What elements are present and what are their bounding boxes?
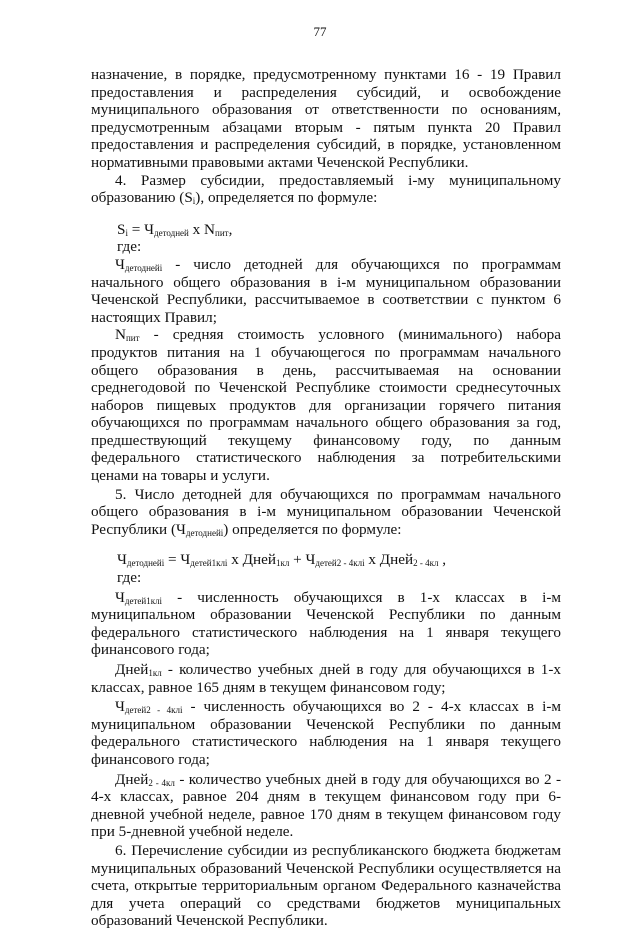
paragraph-4: 4. Размер субсидии, предоставляемый i-му муниципальному образованию $(S_i)$, определяется по формуле: bbox=[91, 171, 561, 207]
formula-child-days: $Ч_{детоднейi} = Ч_{детей1клi}$ x Дней$_{1кл}$ + $Ч_{детей2 - 4клi}$ x Дней$_{2 - 4кл}$ , bbox=[117, 551, 447, 569]
formula-subsidy: $S_i = Ч_{детодней}$ x $N_{пит}$, bbox=[117, 220, 233, 238]
page-number: 77 bbox=[313, 24, 327, 39]
definition-food-cost: $N_{пит}$ - средняя стоимость условного (минимального) набора продуктов питания на 1 обучающегося по программам начального общего образования в день, рассчитываемая на основании среднегодовой по Чеченской Республике стоимости среднесуточных наборов пищевых продуктов для организации горячего питания обучающихся по программам начального общего образования за год, предшествующий текущему финансовому году, по данным федерального статистического наблюдения за потребительскими ценами на товары и услуги. bbox=[91, 326, 561, 485]
where-label-1: где: bbox=[117, 238, 142, 256]
definition-child-days: $Ч_{детоднейi}$ - число детодней для обучающихся по программам начального общего образования в i-м муниципальном образовании Чеченской Республики, рассчитываемое в соответствии с пунктом 6 настоящих Правил; bbox=[91, 255, 561, 326]
paragraph-5: 5. Число детодней для обучающихся по программам начального общего образования в i-м муниципальном образовании Чеченской Республики $(Ч_{детоднейi})$ определяется по формуле: bbox=[91, 485, 561, 538]
paragraph-6: 6. Перечисление субсидии из республиканского бюджета бюджетам муниципальных образований Чеченской Республики осуществляется на счета, открытые территориальным органом Федерального казначейства для учета операций со средствами бюджетов муниципальных образований Чеченской Республики. bbox=[91, 841, 561, 930]
definition-grades-2-4-days: Дней$_{2 - 4кл}$ - количество учебных дней в году для обучающихся во 2 - 4-х классах, равное 204 дням в текущем финансовом году при 6-дневной учебной неделе, равное 170 дням в текущем финансовом году при 5-дневной учебной неделе. bbox=[91, 770, 561, 841]
definition-first-grade-days: Дней$_{1кл}$ - количество учебных дней в году для обучающихся в 1-х классах, равное 165 дням в текущем финансовом году; bbox=[91, 661, 561, 696]
definition-grades-2-4-count: $Ч_{детей2 - 4клi}$ - численность обучающихся во 2 - 4-х классах в i-м муниципальном образовании Чеченской Республики по данным федерального статистического наблюдения на 1 января текущего финансового года; bbox=[91, 698, 561, 768]
document-body bbox=[91, 66, 561, 930]
definition-first-grade-count: $Ч_{детей1клi}$ - численность обучающихся в 1-х классах в i-м муниципальном образовании Чеченской Республики по данным федерального статистического наблюдения на 1 января текущего финансового года; bbox=[91, 588, 561, 659]
where-label-2: где: bbox=[117, 569, 142, 587]
paragraph-continuation: назначение, в порядке, предусмотренному пунктами 16 - 19 Правил предоставления и распределения субсидий, и освобождение муниципального образования от ответственности по основаниям, предусмотренным абзацами вторым - пятым пункта 20 Правил предоставления и распределения субсидий, в порядке, установленном нормативными правовыми актами Чеченской Республики. bbox=[91, 66, 561, 171]
